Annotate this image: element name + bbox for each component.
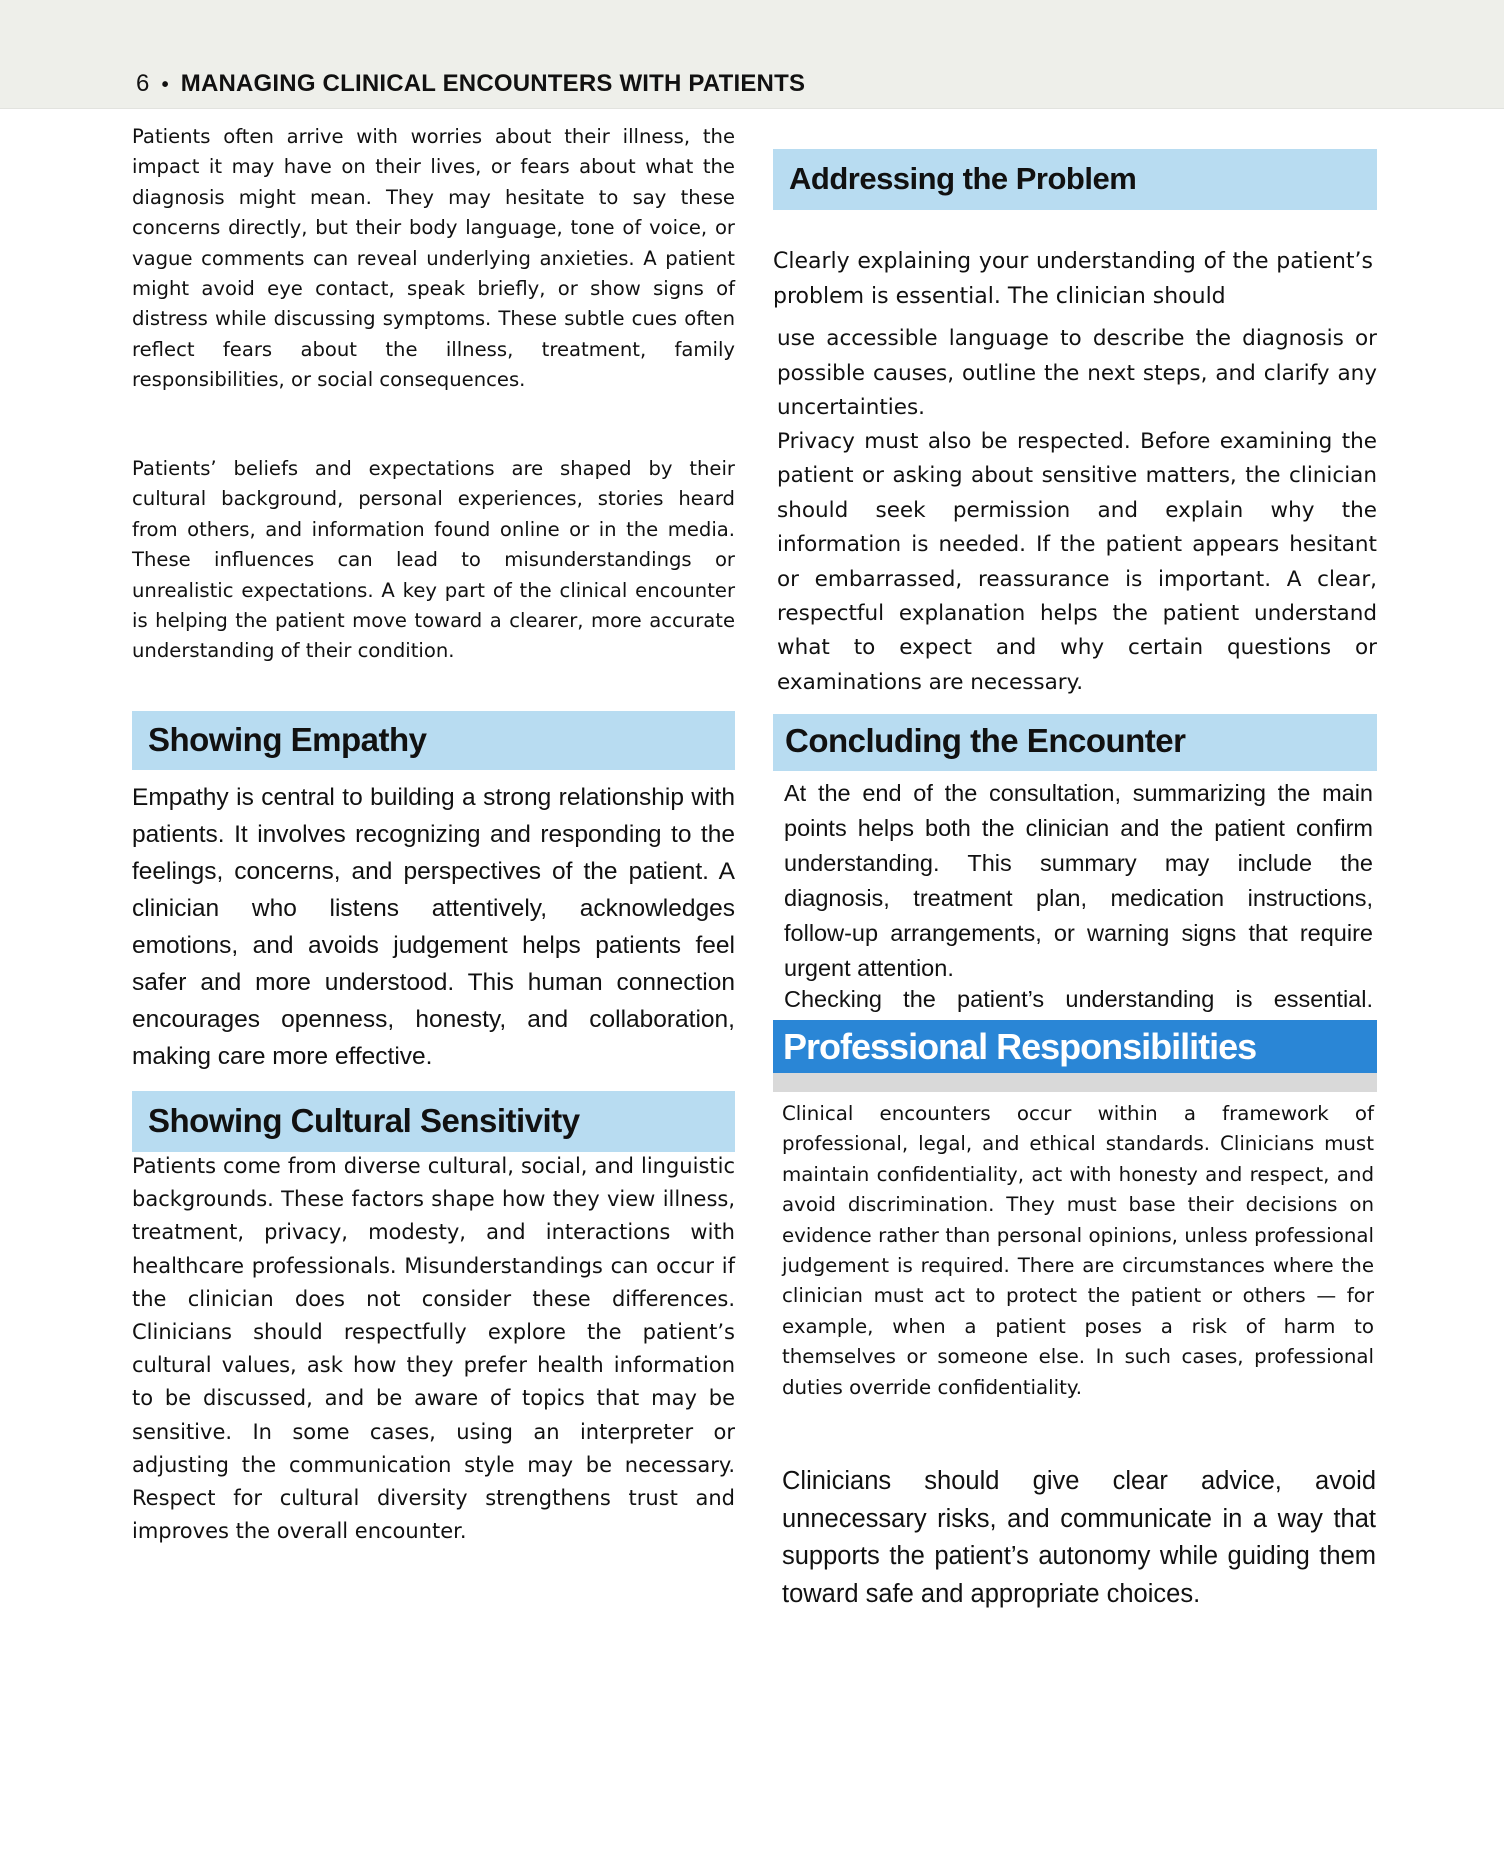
concluding-closing-line: Checking the patient’s understanding is essential. bbox=[784, 986, 1373, 1012]
section-heading-professional-responsibilities bbox=[773, 1020, 1377, 1073]
professional-paragraph-1: Clinical encounters occur within a framework of professional, legal, and ethical standards. Clinicians must maintain confidentiality, act with honesty and respect, and avoid discrimination. They must base their decisions on evidence rather than personal opinions, unless professional judgement is required. There are circumstances where the clinician must act to protect the patient or others — for example, when a patient poses a risk of harm to themselves or someone else. In such cases, professional duties override confidentiality. bbox=[782, 1102, 1374, 1399]
privacy-paragraph: Privacy must also be respected. Before examining the patient or asking about sensitive matters, the clinician should seek permission and explain why the information is needed. If the patient appears hesitant or embarrassed, reassurance is important. A clear, respectful explanation helps the patient understand what to expect and why certain questions or examinations are necessary. bbox=[777, 429, 1377, 695]
heading-cultural-sensitivity: Showing Cultural Sensitivity bbox=[148, 1102, 580, 1139]
addressing-paragraph-1: Clearly explaining your understanding of the patient’s problem is essential. The clinician should bbox=[773, 249, 1373, 309]
section-heading-addressing-problem bbox=[773, 149, 1377, 210]
page-number: 6 bbox=[136, 70, 150, 97]
cultural-sensitivity-paragraph: Patients come from diverse cultural, social, and linguistic backgrounds. These factors shape how they view illness, treatment, privacy, modesty, and interactions with healthcare professionals. Misunderstandings can occur if the clinician does not consider these differences. Clinicians should respectfully explore the patient’s cultural values, ask how they prefer health information to be discussed, and be aware of topics that may be sensitive. In some cases, using an interpreter or adjusting the communication style may be necessary. Respect for cultural diversity strengthens trust and improves the overall encounter. bbox=[132, 1154, 735, 1544]
heading-underbar bbox=[773, 1073, 1377, 1092]
section-heading-cultural-sensitivity bbox=[132, 1091, 735, 1152]
empathy-paragraph: Empathy is central to building a strong relationship with patients. It involves recognizing and responding to the feelings, concerns, and perspectives of the patient. A clinician who listens attentively, acknowledges emotions, and avoids judgement helps patients feel safer and more understood. This human connection encourages openness, honesty, and collaboration, making care more effective. bbox=[132, 784, 735, 1070]
beliefs-paragraph: Patients’ beliefs and expectations are shaped by their cultural background, personal experiences, stories heard from others, and information found online or in the media. These influences can lead to misunderstandings or unrealistic expectations. A key part of the clinical encounter is helping the patient move toward a clearer, more accurate understanding of their condition. bbox=[132, 457, 735, 663]
heading-concluding-encounter: Concluding the Encounter bbox=[785, 722, 1186, 759]
concluding-paragraph: At the end of the consultation, summarizing the main points helps both the clinician and the patient confirm understanding. This summary may include the diagnosis, treatment plan, medication instructions, follow-up arrangements, or warning signs that require urgent attention. bbox=[784, 780, 1373, 981]
intro-paragraph: Patients often arrive with worries about their illness, the impact it may have on their lives, or fears about what the diagnosis might mean. They may hesitate to say these concerns directly, but their body language, tone of voice, or vague comments can reveal underlying anxieties. A patient might avoid eye contact, speak briefly, or show signs of distress while discussing symptoms. These subtle cues often reflect fears about the illness, treatment, family responsibilities, or social consequences. bbox=[132, 125, 735, 392]
running-header-band bbox=[0, 0, 1504, 109]
heading-addressing-problem: Addressing the Problem bbox=[789, 161, 1137, 196]
bullet-separator-icon: • bbox=[161, 74, 169, 96]
addressing-paragraph-2: use accessible language to describe the diagnosis or possible causes, outline the next steps, and clarify any uncertainties. bbox=[777, 326, 1377, 420]
professional-paragraph-2: Clinicians should give clear advice, avoid unnecessary risks, and communicate in a way that supports the patient’s autonomy while guiding them toward safe and appropriate choices. bbox=[782, 1467, 1376, 1608]
section-heading-concluding-encounter bbox=[773, 714, 1377, 771]
heading-professional-responsibilities: Professional Responsibilities bbox=[783, 1026, 1257, 1067]
section-heading-empathy bbox=[132, 711, 735, 770]
running-header bbox=[136, 70, 805, 98]
heading-empathy: Showing Empathy bbox=[148, 721, 427, 758]
running-title: MANAGING CLINICAL ENCOUNTERS WITH PATIENTS bbox=[180, 70, 806, 97]
